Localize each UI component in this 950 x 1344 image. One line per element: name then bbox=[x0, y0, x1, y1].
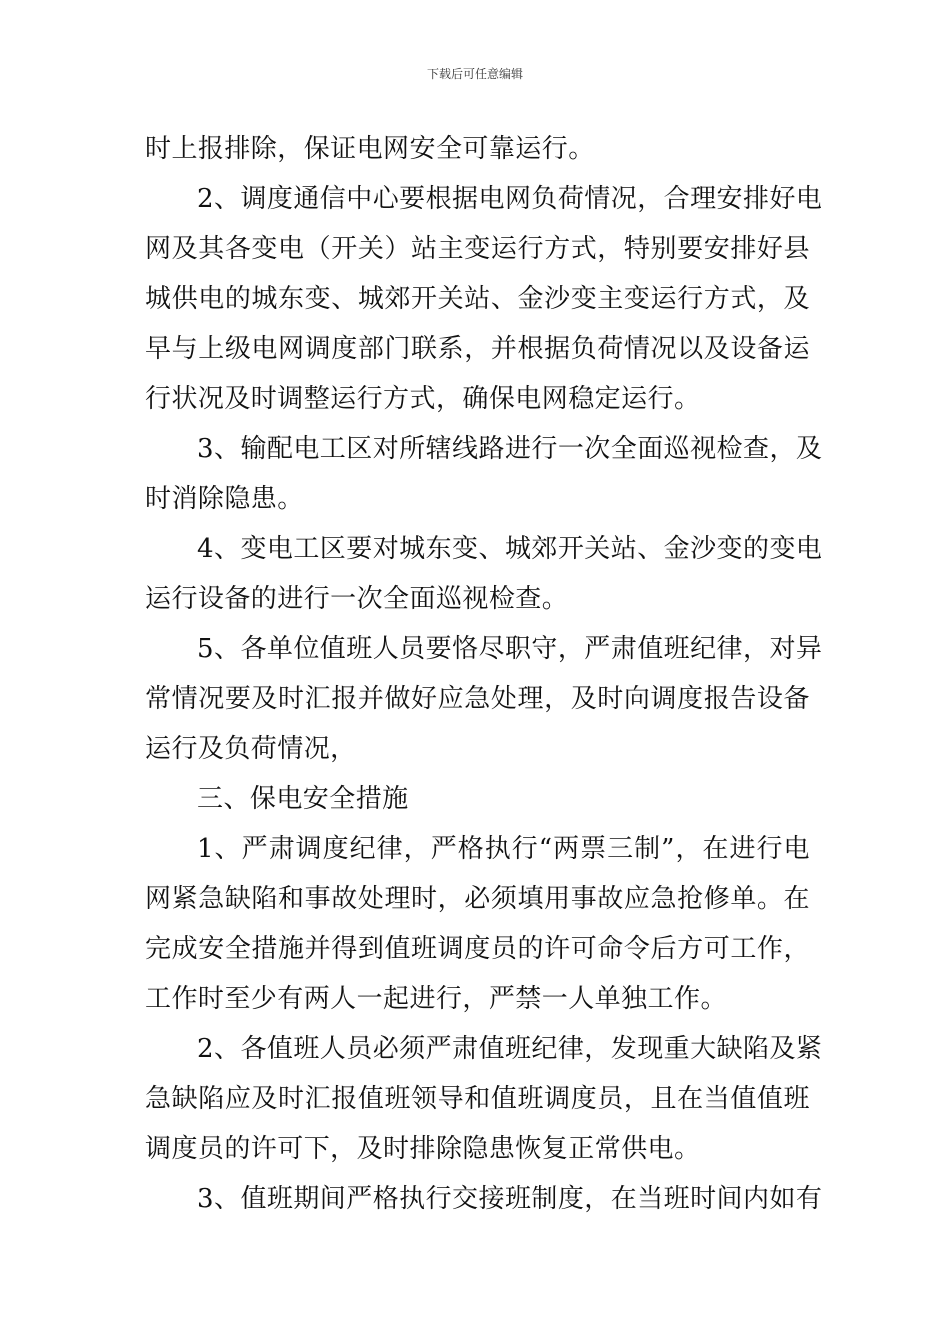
paragraph-line: 5、各单位值班人员要恪尽职守，严肃值班纪律，对异 bbox=[197, 634, 823, 664]
text-line: 运行设备的进行一次全面巡视检查。 bbox=[145, 584, 569, 614]
paragraph-line: 3、值班期间严格执行交接班制度，在当班时间内如有 bbox=[197, 1184, 823, 1214]
text-line: 时消除隐患。 bbox=[145, 484, 304, 514]
text-line: 工作时至少有两人一起进行，严禁一人单独工作。 bbox=[145, 984, 727, 1014]
page-header-note: 下载后可任意编辑 bbox=[426, 67, 523, 81]
text-line: 完成安全措施并得到值班调度员的许可命令后方可工作， bbox=[145, 934, 810, 964]
paragraph-line: 1、严肃调度纪律，严格执行“两票三制”，在进行电 bbox=[197, 834, 810, 864]
paragraph-line: 2、各值班人员必须严肃值班纪律，发现重大缺陷及紧 bbox=[197, 1034, 823, 1064]
text-line: 早与上级电网调度部门联系，并根据负荷情况以及设备运 bbox=[145, 334, 810, 364]
text-line: 时上报排除，保证电网安全可靠运行。 bbox=[145, 134, 595, 164]
section-heading: 三、保电安全措施 bbox=[197, 784, 409, 814]
text-line: 网及其各变电（开关）站主变运行方式，特别要安排好县 bbox=[145, 234, 810, 264]
text-line: 运行及负荷情况， bbox=[145, 734, 357, 764]
paragraph-line: 4、变电工区要对城东变、城郊开关站、金沙变的变电 bbox=[197, 534, 823, 564]
text-line: 网紧急缺陷和事故处理时，必须填用事故应急抢修单。在 bbox=[145, 884, 810, 914]
text-line: 行状况及时调整运行方式，确保电网稳定运行。 bbox=[145, 384, 701, 414]
paragraph-line: 3、输配电工区对所辖线路进行一次全面巡视检查，及 bbox=[197, 434, 823, 464]
text-line: 常情况要及时汇报并做好应急处理，及时向调度报告设备 bbox=[145, 684, 810, 714]
text-line: 城供电的城东变、城郊开关站、金沙变主变运行方式，及 bbox=[145, 284, 810, 314]
text-line: 调度员的许可下，及时排除隐患恢复正常供电。 bbox=[145, 1134, 701, 1164]
paragraph-line: 2、调度通信中心要根据电网负荷情况，合理安排好电 bbox=[197, 184, 823, 214]
document-body bbox=[145, 124, 823, 1224]
text-line: 急缺陷应及时汇报值班领导和值班调度员，且在当值值班 bbox=[145, 1084, 810, 1114]
